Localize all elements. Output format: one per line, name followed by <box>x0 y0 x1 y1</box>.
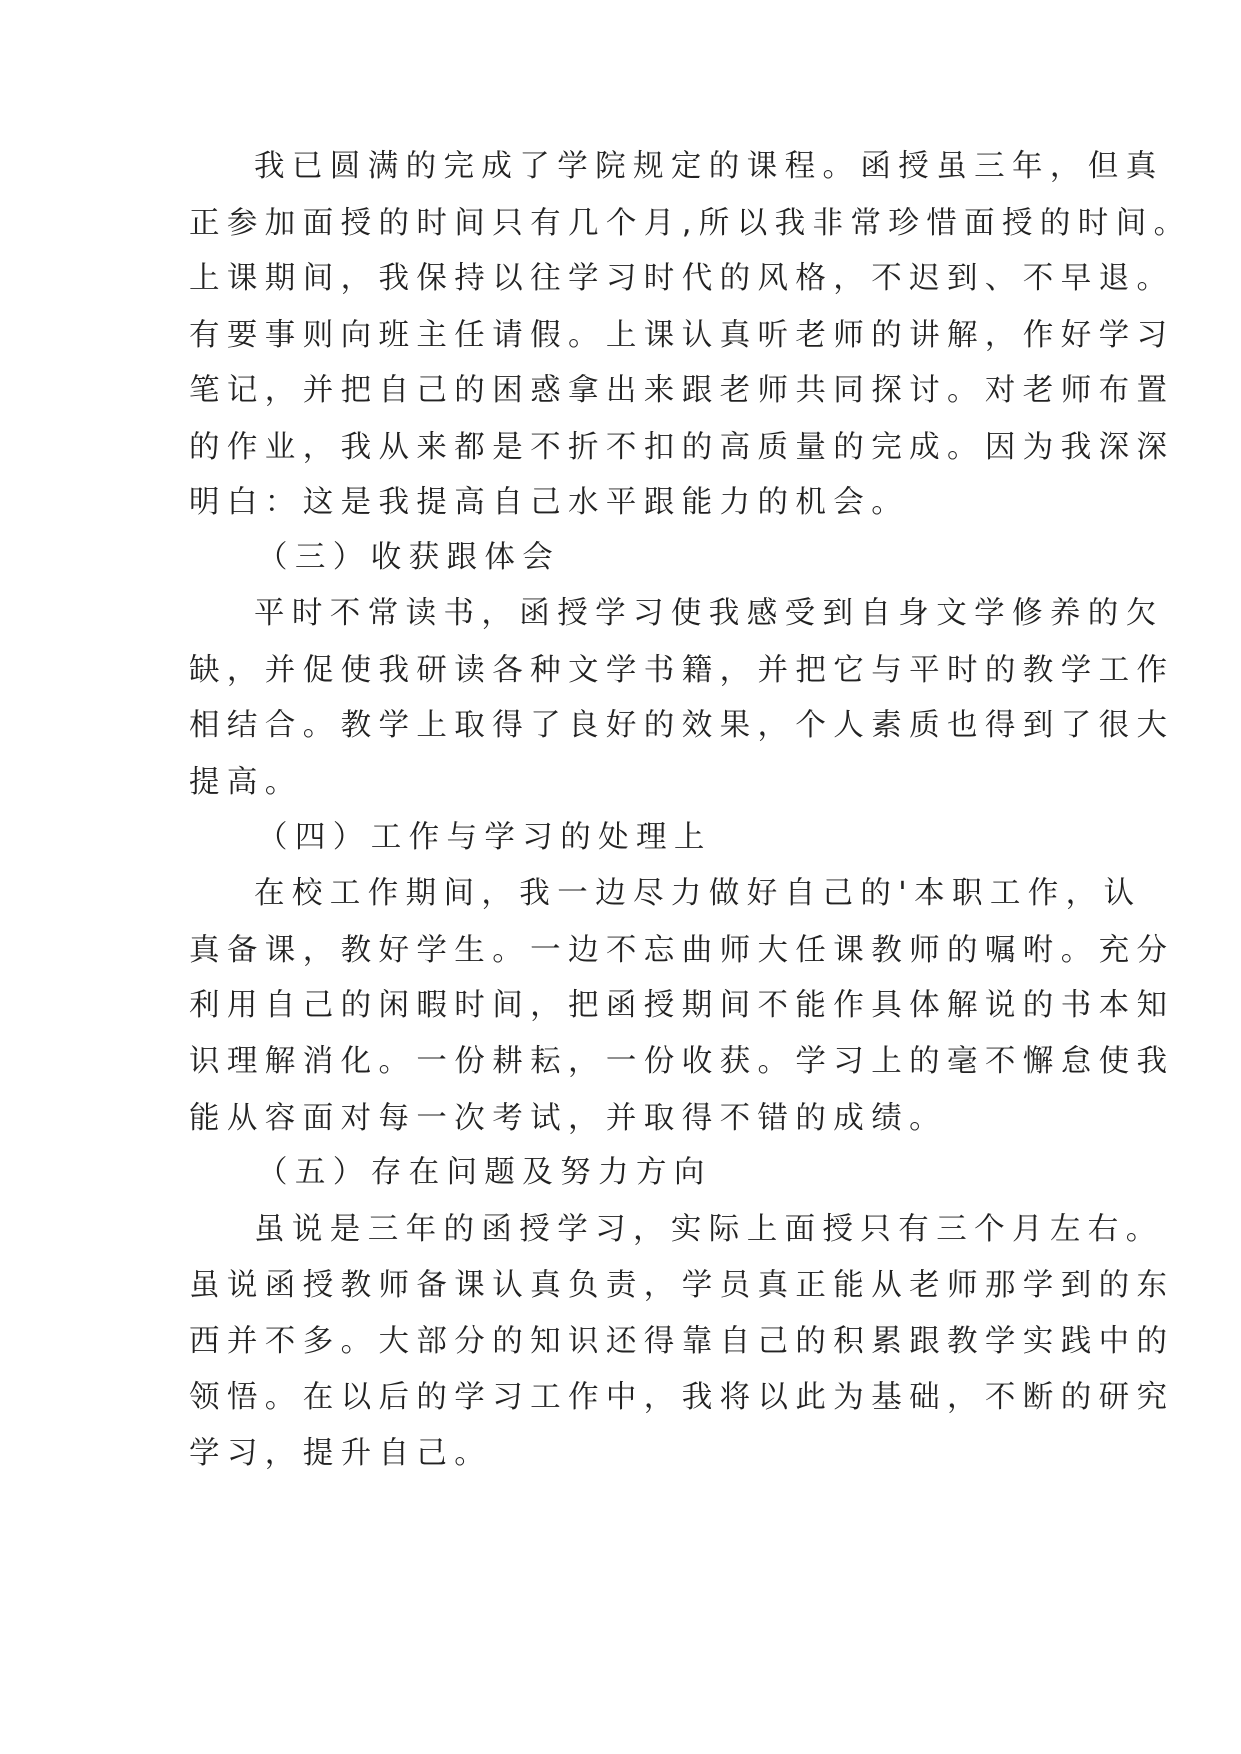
paragraph-line: 我已圆满的完成了学院规定的课程。函授虽三年，但真 <box>254 149 1164 184</box>
paragraph-line: 学习，提升自己。 <box>189 1436 493 1471</box>
paragraph-line: 缺，并促使我研读各种文学书籍，并把它与平时的教学工作 <box>189 653 1175 688</box>
paragraph-line: 笔记，并把自己的困惑拿出来跟老师共同探讨。对老师布置 <box>189 373 1175 408</box>
paragraph-line: 能从容面对每一次考试，并取得不错的成绩。 <box>189 1101 947 1136</box>
paragraph-line: 西并不多。大部分的知识还得靠自己的积累跟教学实践中的 <box>189 1324 1175 1359</box>
section-heading: （四）工作与学习的处理上 <box>257 820 712 855</box>
paragraph-line: 虽说函授教师备课认真负责，学员真正能从老师那学到的东 <box>189 1268 1175 1303</box>
paragraph-line: 的作业，我从来都是不折不扣的高质量的完成。因为我深深 <box>189 430 1175 465</box>
paragraph-line: 利用自己的闲暇时间，把函授期间不能作具体解说的书本知 <box>189 988 1175 1023</box>
section-heading: （五）存在问题及努力方向 <box>257 1155 712 1190</box>
paragraph-line: 在校工作期间，我一边尽力做好自己的'本职工作，认 <box>254 876 1142 911</box>
paragraph-line: 虽说是三年的函授学习，实际上面授只有三个月左右。 <box>254 1212 1164 1247</box>
paragraph-line: 识理解消化。一份耕耘，一份收获。学习上的毫不懈怠使我 <box>189 1044 1175 1079</box>
paragraph-line: 平时不常读书，函授学习使我感受到自身文学修养的欠 <box>254 596 1164 631</box>
paragraph-line: 明白：这是我提高自己水平跟能力的机会。 <box>189 485 910 520</box>
section-heading: （三）收获跟体会 <box>257 540 561 575</box>
paragraph-line: 提高。 <box>189 765 303 800</box>
paragraph-line: 相结合。教学上取得了良好的效果，个人素质也得到了很大 <box>189 708 1175 743</box>
paragraph-line: 有要事则向班主任请假。上课认真听老师的讲解，作好学习 <box>189 318 1175 353</box>
paragraph-line: 正参加面授的时间只有几个月,所以我非常珍惜面授的时间。 <box>189 206 1192 241</box>
paragraph-line: 领悟。在以后的学习工作中，我将以此为基础，不断的研究 <box>189 1380 1175 1415</box>
paragraph-line: 上课期间，我保持以往学习时代的风格，不迟到、不早退。 <box>189 261 1175 296</box>
paragraph-line: 真备课，教好学生。一边不忘曲师大任课教师的嘱咐。充分 <box>189 933 1175 968</box>
